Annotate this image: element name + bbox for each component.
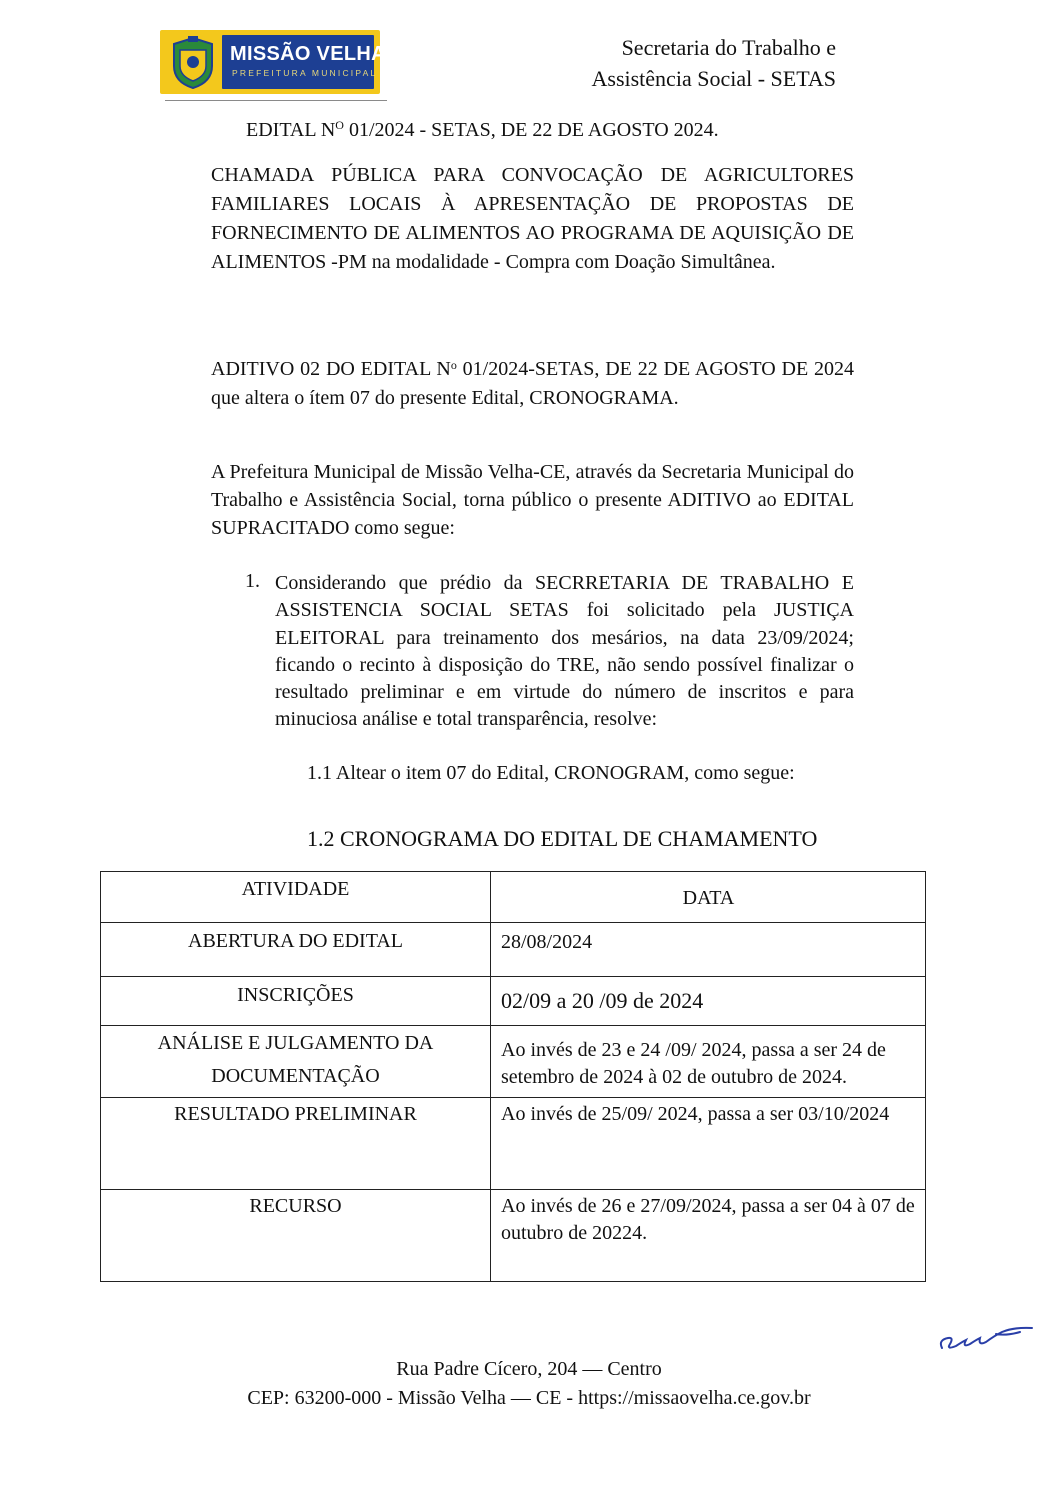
item-1-1: 1.1 Altear o item 07 do Edital, CRONOGRAM, como segue:	[307, 762, 795, 784]
edital-title-sup: O	[335, 118, 344, 132]
aditivo-sup: o	[450, 358, 457, 372]
aditivo-pre: ADITIVO 02 DO EDITAL N	[211, 358, 451, 380]
header-date: DATA	[682, 887, 735, 909]
footer-line-1: Rua Padre Cícero, 204 — Centro	[396, 1358, 662, 1380]
edital-title-pre: EDITAL N	[246, 119, 336, 141]
logo-panel	[222, 35, 386, 89]
logo-subtitle-text: PREFEITURA MUNICIPAL	[232, 68, 378, 78]
handwritten-signature	[936, 1318, 1036, 1358]
table-row	[101, 976, 925, 1026]
item-1-2-heading: 1.2 CRONOGRAMA DO EDITAL DE CHAMAMENTO	[307, 826, 818, 851]
edital-title-post: 01/2024 - SETAS, DE 22 DE AGOSTO 2024.	[343, 119, 719, 141]
coat-of-arms-icon	[166, 34, 220, 90]
table-row	[101, 1025, 925, 1098]
item-1-number: 1.	[245, 570, 260, 592]
item-1-text: Considerando que prédio da SECRRETARIA DE TRABALHO E ASSISTENCIA SOCIAL SETAS foi solicitado pela JUSTIÇA ELEITORAL para treinamento dos mesários, na data 23/09/2024; ficando o recinto à disposição do TRE, não sendo possível finalizar o resultado preliminar e em virtude do número de inscritos e para minuciosa análise e total transparência, resolve:	[275, 572, 854, 731]
header-activity: ATIVIDADE	[241, 878, 350, 900]
header-divider	[165, 100, 387, 101]
footer-line-2: CEP: 63200-000 - Missão Velha — CE - https://missaovelha.ce.gov.br	[247, 1387, 811, 1409]
intro-paragraph: A Prefeitura Municipal de Missão Velha-CE, através da Secretaria Municipal do Trabalho e Assistência Social, torna público o presente ADITIVO ao EDITAL SUPRACITADO como segue:	[211, 461, 854, 539]
row-activity: INSCRIÇÕES	[237, 984, 354, 1006]
secretariat-line-1: Secretaria do Trabalho e	[621, 35, 836, 60]
footer-address	[0, 1355, 1058, 1413]
aditivo-post: 01/2024-SETAS, DE 22 DE AGOSTO DE 2024 que altera o ítem 07 do presente Edital, CRONOGRAMA.	[211, 358, 854, 409]
edital-title	[246, 118, 719, 142]
secretariat-heading	[516, 32, 836, 94]
aditivo-paragraph	[211, 351, 854, 413]
logo-brand-text: MISSÃO VELHA	[230, 43, 386, 65]
chamada-paragraph: CHAMADA PÚBLICA PARA CONVOCAÇÃO DE AGRICULTORES FAMILIARES LOCAIS À APRESENTAÇÃO DE PROPOSTAS DE FORNECIMENTO DE ALIMENTOS AO PROGRAMA DE AQUISIÇÃO DE ALIMENTOS -PM na modalidade - Compra com Doação Simultânea.	[211, 164, 854, 273]
schedule-table	[100, 871, 926, 1282]
row-activity: RECURSO	[249, 1195, 342, 1217]
row-date: Ao invés de 23 e 24 /09/ 2024, passa a ser 24 de setembro de 2024 à 02 de outubro de 2024.	[501, 1039, 886, 1088]
row-activity: RESULTADO PRELIMINAR	[174, 1103, 417, 1125]
row-activity-line-1: ANÁLISE E JULGAMENTO DA	[157, 1032, 434, 1054]
row-date: Ao invés de 25/09/ 2024, passa a ser 03/10/2024	[501, 1103, 890, 1125]
table-header-row	[101, 872, 925, 922]
row-date: 02/09 a 20 /09 de 2024	[501, 988, 704, 1013]
table-row	[101, 1097, 925, 1190]
secretariat-line-2: Assistência Social - SETAS	[591, 66, 836, 91]
municipal-logo	[160, 30, 386, 94]
row-activity-line-2: DOCUMENTAÇÃO	[211, 1065, 380, 1087]
table-row	[101, 1189, 925, 1282]
table-row	[101, 922, 925, 977]
row-date: Ao invés de 26 e 27/09/2024, passa a ser 04 à 07 de outubro de 20224.	[501, 1195, 915, 1244]
row-activity: ABERTURA DO EDITAL	[188, 930, 403, 952]
row-date: 28/08/2024	[501, 931, 593, 953]
